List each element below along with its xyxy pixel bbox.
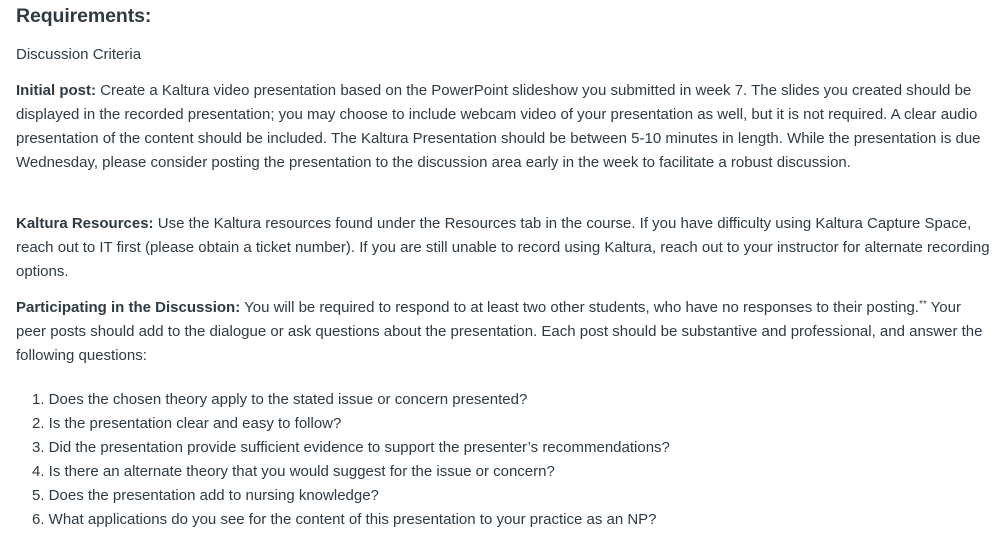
initial-post-text: Create a Kaltura video presentation based on the PowerPoint slideshow you submitted in week 7. The slides you created should be displayed in the recorded presentation; you may choose to include webcam video of your presentation as well, but it is not required. A clear audio presentation of the content should be included. The Kaltura Presentation should be between 5-10 minutes in length. While the presentation is due Wednesday, please consider posting the presentation to the discussion area early in the week to facilitate a robust discussion. bbox=[16, 82, 981, 171]
footnote-stars: ** bbox=[918, 299, 927, 310]
list-item: 2. Is the presentation clear and easy to follow? bbox=[32, 415, 342, 432]
kaltura-resources-label: Kaltura Resources: bbox=[16, 215, 154, 232]
kaltura-resources-text: Use the Kaltura resources found under the Resources tab in the course. If you have difficulty using Kaltura Capture Space, reach out to IT first (please obtain a ticket number). If you are still unable to record using Kaltura, reach out to your instructor for alternate recording options. bbox=[16, 215, 990, 280]
initial-post-paragraph bbox=[16, 79, 991, 175]
list-item: 6. What applications do you see for the content of this presentation to your practice as an NP? bbox=[32, 511, 657, 528]
list-item: 5. Does the presentation add to nursing knowledge? bbox=[32, 487, 379, 504]
participating-text-after: Your peer posts should add to the dialogue or ask questions about the presentation. Each post should be substantive and professional, and answer the following questions: bbox=[16, 299, 983, 364]
participating-text-before: You will be required to respond to at least two other students, who have no responses to their posting. bbox=[240, 299, 919, 316]
participating-label: Participating in the Discussion: bbox=[16, 299, 241, 316]
initial-post-label: Initial post: bbox=[16, 82, 96, 99]
list-item: 4. Is there an alternate theory that you would suggest for the issue or concern? bbox=[32, 463, 555, 480]
questions-list bbox=[32, 388, 670, 532]
participating-paragraph bbox=[16, 296, 991, 368]
section-subtitle: Discussion Criteria bbox=[16, 46, 142, 63]
kaltura-resources-paragraph bbox=[16, 212, 991, 284]
list-item: 3. Did the presentation provide sufficient evidence to support the presenter’s recommendations? bbox=[32, 439, 670, 456]
page-title: Requirements: bbox=[16, 5, 152, 27]
list-item: 1. Does the chosen theory apply to the stated issue or concern presented? bbox=[32, 391, 528, 408]
